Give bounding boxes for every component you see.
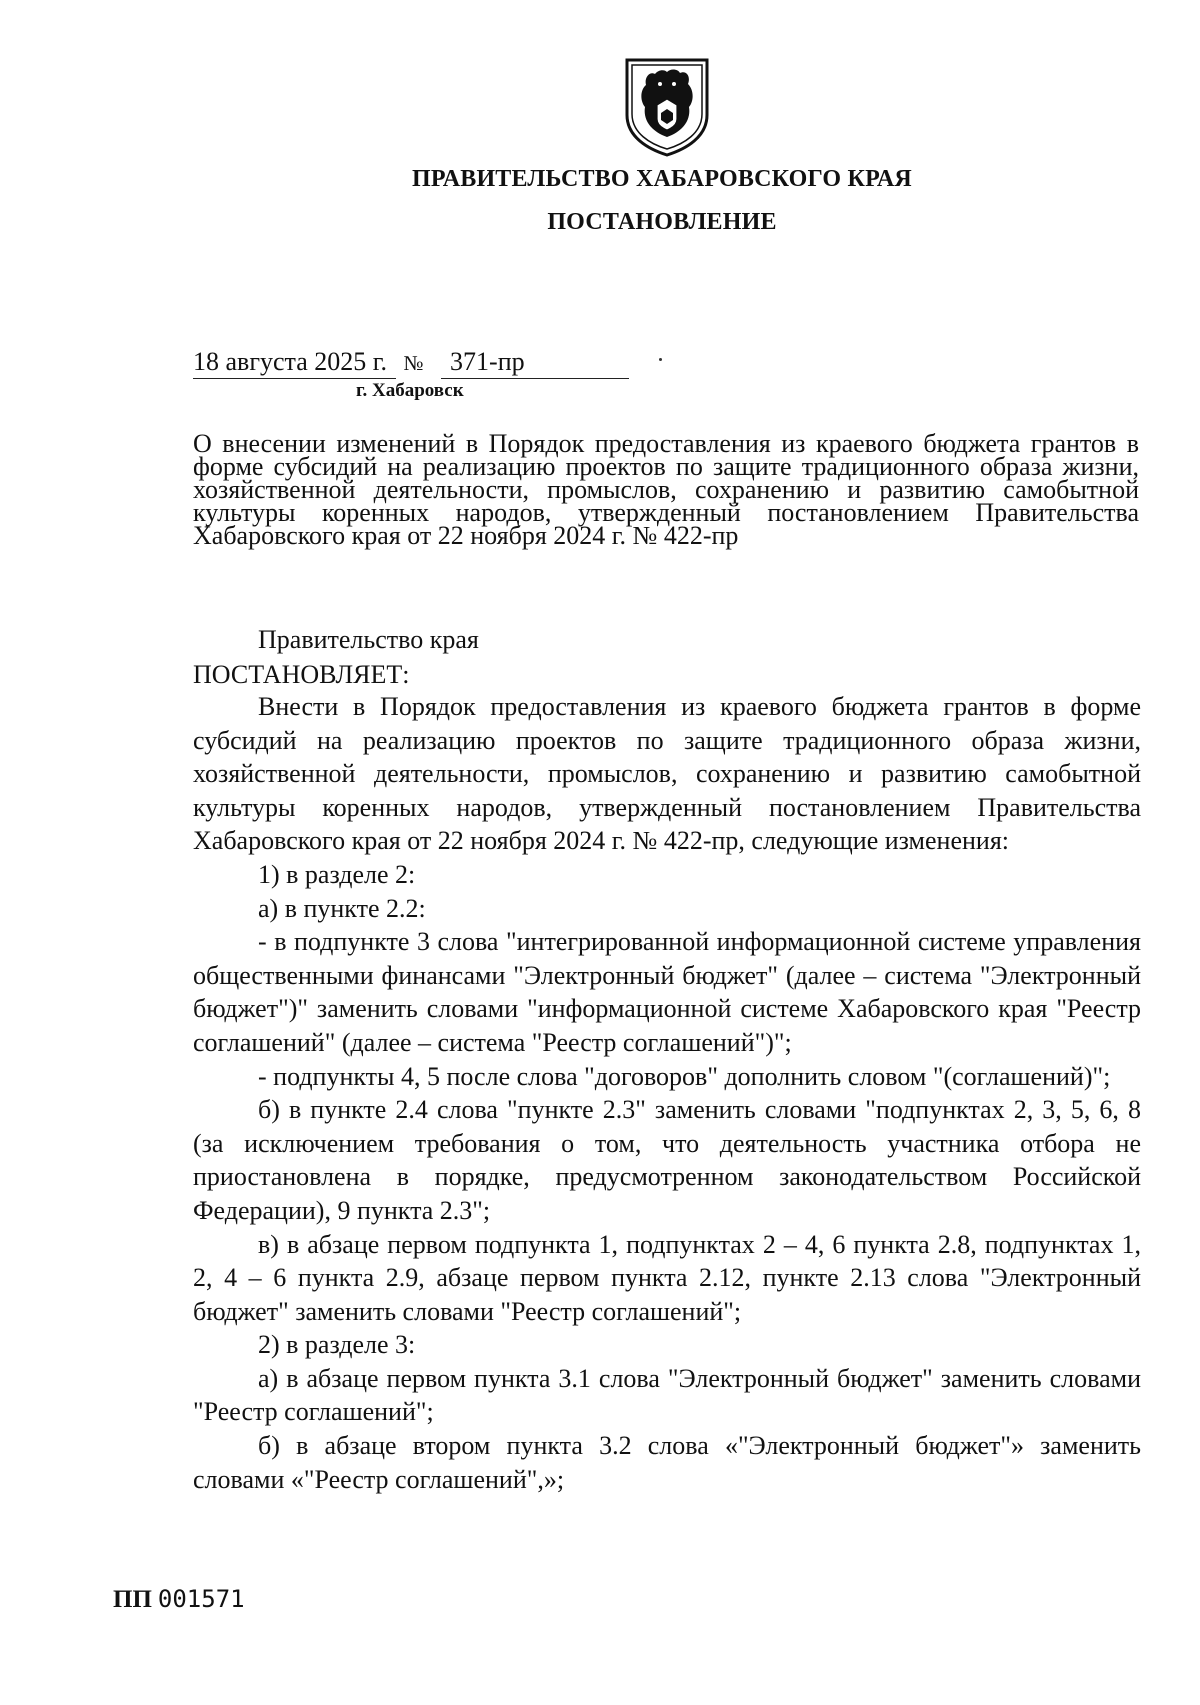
date-number-line bbox=[193, 347, 525, 377]
preamble-decree: ПОСТАНОВЛЯЕТ: bbox=[193, 660, 410, 689]
body-paragraph: Внести в Порядок предоставления из краевого бюджета грантов в форме субсидий на реализацию проектов по защите традиционного образа жизни, хозяйственной деятельности, промыслов, сохранению и развитию самобытной культуры коренных народов, утвержденный постановлением Правительства Хабаровского края от 22 ноября 2024 г. № 422-пр, следующие изменения: bbox=[193, 692, 1141, 856]
form-number: 001571 bbox=[157, 1585, 245, 1613]
date-underline bbox=[193, 378, 396, 379]
body-paragraph: а) в пункте 2.2: bbox=[258, 893, 426, 923]
body-paragraph: 1) в разделе 2: bbox=[258, 859, 416, 889]
coat-of-arms-icon bbox=[624, 57, 710, 157]
city: г. Хабаровск bbox=[356, 380, 464, 401]
body-paragraph: - в подпункте 3 слова "интегрированной информационной системе управления общественными финансами "Электронный бюджет" (далее – система "Электронный бюджет")" заменить словами "информационной системе Хабаровского края "Реестр соглашений" (далее – система "Реестр соглашений")"; bbox=[193, 927, 1141, 1057]
scan-artifact bbox=[659, 358, 662, 361]
preamble-subject: Правительство края bbox=[258, 625, 479, 654]
document-body bbox=[193, 690, 1141, 1496]
body-paragraph: в) в абзаце первом подпункта 1, подпунктах 2 – 4, 6 пункта 2.8, подпунктах 1, 2, 4 – 6 пункта 2.9, абзаце первом пункта 2.12, пункте 2.13 слова "Электронный бюджет" заменить словами "Реестр соглашений"; bbox=[193, 1229, 1141, 1326]
document-number: 371-пр bbox=[450, 347, 525, 376]
document-title: О внесении изменений в Порядок предоставления из краевого бюджета грантов в форме субсидий на реализацию проектов по защите традиционного образа жизни, хозяйственной деятельности, промыслов, сохранению и развитию самобытной культуры коренных народов, утвержденный постановлением Правительства Хабаровского края от 22 ноября 2024 г. № 422-пр bbox=[193, 429, 1139, 550]
document-date: 18 августа 2025 г. bbox=[193, 347, 387, 376]
form-serial bbox=[113, 1585, 245, 1614]
body-paragraph: б) в пункте 2.4 слова "пункте 2.3" заменить словами "подпунктах 2, 3, 5, 6, 8 (за исключением требования о том, что деятельность участника отбора не приостановлена в порядке, предусмотренном законодательством Российской Федерации), 9 пункта 2.3"; bbox=[193, 1095, 1141, 1225]
body-paragraph: 2) в разделе 3: bbox=[258, 1330, 416, 1360]
body-paragraph: - подпункты 4, 5 после слова "договоров" дополнить словом "(соглашений)"; bbox=[258, 1061, 1111, 1091]
organization-name: ПРАВИТЕЛЬСТВО ХАБАРОВСКОГО КРАЯ bbox=[412, 166, 912, 192]
document-type: ПОСТАНОВЛЕНИЕ bbox=[547, 209, 777, 235]
body-paragraph: а) в абзаце первом пункта 3.1 слова "Электронный бюджет" заменить словами "Реестр соглашений"; bbox=[193, 1363, 1141, 1427]
number-underline bbox=[441, 378, 629, 379]
number-sign: № bbox=[403, 351, 424, 375]
body-paragraph: б) в абзаце втором пункта 3.2 слова «"Электронный бюджет"» заменить словами «"Реестр соглашений",»; bbox=[193, 1431, 1141, 1494]
form-series: ПП bbox=[113, 1586, 152, 1613]
